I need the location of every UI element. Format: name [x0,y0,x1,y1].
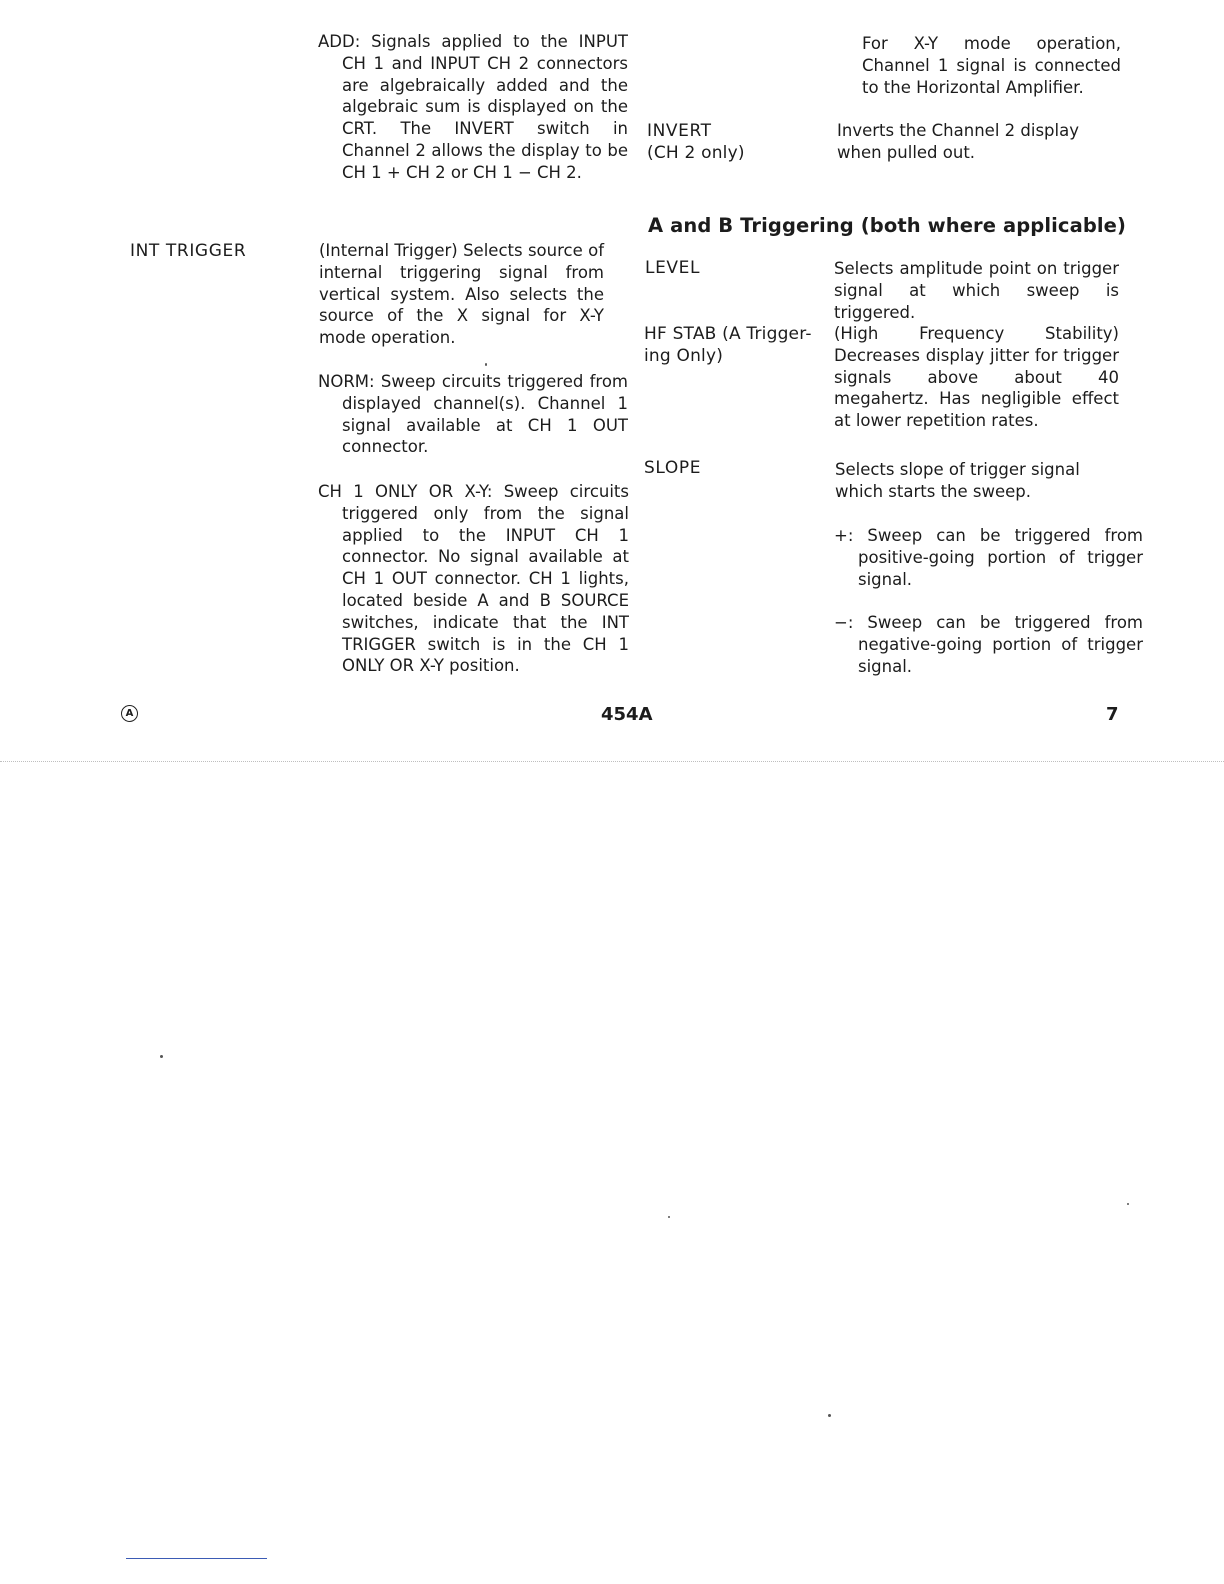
hf-stab-description: (High Frequency Stability) Decreases display jitter for trigger signals above about 40 megahertz. Has negligible effect at lower repetition rates. [834,324,1119,431]
scan-speck [160,1055,163,1058]
int-trigger-description: (Internal Trigger) Selects source of internal triggering signal from vertical system. Also selects the source of the X signal for X-Y mode operation. [319,241,604,348]
page-edge-rule [0,761,1224,762]
slope-label: SLOPE [644,458,702,478]
int-trigger-label: INT TRIGGER [130,241,247,261]
level-label: LEVEL [645,258,701,278]
scan-speck [1127,1203,1129,1205]
page-number: 7 [1106,704,1119,725]
norm-option: NORM: Sweep circuits triggered from displayed channel(s). Channel 1 signal available at CH 1 OUT connector. [318,372,628,457]
scan-speck [828,1414,831,1417]
scan-artifact-line [126,1558,267,1559]
add-mode-paragraph: ADD: Signals applied to the INPUT CH 1 and INPUT CH 2 connectors are algebraically added and the algebraic sum is displayed on the CRT. The INVERT switch in Channel 2 allows the display to be CH 1 + CH 2 or CH 1 − CH 2. [318,32,628,182]
xy-mode-note: For X-Y mode operation, Channel 1 signal is connected to the Horizontal Amplifier. [862,34,1121,97]
hf-stab-label [644,323,812,367]
model-number: 454A [601,704,653,725]
manufacturer-logo-icon: A [121,705,138,722]
slope-minus-option: −: Sweep can be triggered from negative-going portion of trigger signal. [834,613,1143,676]
invert-description: Inverts the Channel 2 display when pulled out. [837,121,1079,162]
invert-label-line2: (CH 2 only) [647,143,745,163]
hf-stab-label-line2: ing Only) [644,346,724,366]
slope-description: Selects slope of trigger signal which starts the sweep. [835,460,1080,501]
scan-speck [485,363,487,366]
invert-label [647,120,745,164]
hf-stab-label-line1: HF STAB (A Trigger- [644,324,812,344]
invert-label-line1: INVERT [647,121,712,141]
level-description: Selects amplitude point on trigger signal at which sweep is triggered. [834,259,1119,322]
section-heading: A and B Triggering (both where applicable) [648,214,1127,237]
slope-plus-option: +: Sweep can be triggered from positive-going portion of trigger signal. [834,526,1143,589]
ch1-only-option: CH 1 ONLY OR X-Y: Sweep circuits triggered only from the signal applied to the INPUT CH 1 connector. No signal available at CH 1 OUT connector. CH 1 lights, located beside A and B SOURCE switches, indicate that the INT TRIGGER switch is in the CH 1 ONLY OR X-Y position. [318,482,629,676]
scan-speck [668,1216,670,1218]
